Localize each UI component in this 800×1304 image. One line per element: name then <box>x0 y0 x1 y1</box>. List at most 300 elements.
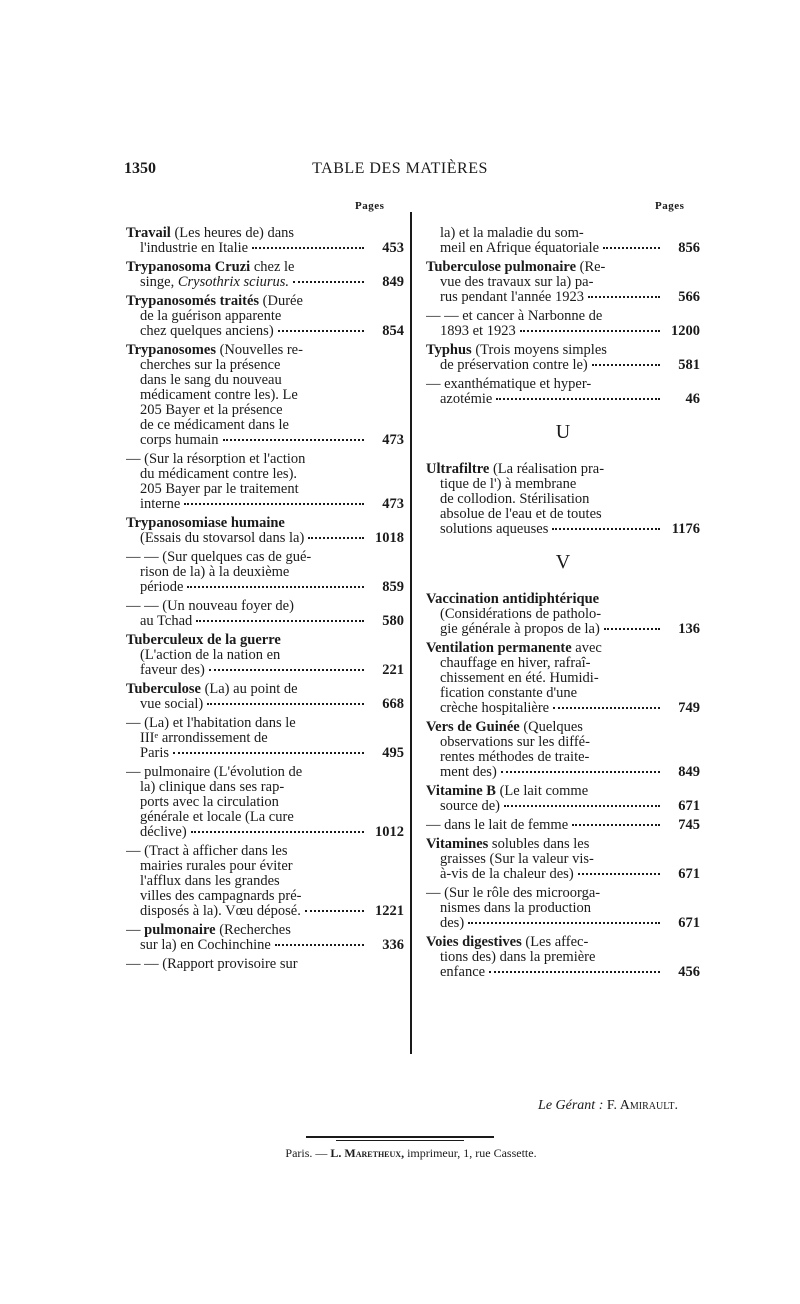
index-entry <box>126 923 404 953</box>
entry-line <box>426 735 700 750</box>
index-entry <box>426 462 700 537</box>
entry-text <box>140 874 280 889</box>
entry-text <box>140 388 298 403</box>
entry-text-part: interne <box>140 497 181 512</box>
dot-leader <box>520 329 660 332</box>
dot-leader <box>308 536 364 539</box>
entry-text-part: chauffage en hiver, rafraî- <box>440 656 591 671</box>
entry-text-part: tions des) dans la première <box>440 950 596 965</box>
dot-leader <box>196 619 364 622</box>
entry-line <box>126 580 404 595</box>
entry-text <box>440 241 599 256</box>
entry-text <box>126 682 298 697</box>
dot-leader <box>489 970 660 973</box>
entry-text-part: fication constante d'une <box>440 686 578 701</box>
dot-leader <box>184 502 364 505</box>
entry-line <box>426 799 700 814</box>
index-entry <box>126 957 404 972</box>
dot-leader <box>207 702 364 705</box>
entry-text <box>140 403 283 418</box>
page-ref: 136 <box>678 621 700 637</box>
entry-text-part: sur la) en Cochinchine <box>140 938 271 953</box>
entry-text-part: corps humain <box>140 433 219 448</box>
entry-text <box>140 938 271 953</box>
entry-text <box>140 531 304 546</box>
dot-leader <box>578 872 660 875</box>
index-entry <box>426 837 700 882</box>
entry-line <box>126 516 404 531</box>
entry-text <box>140 731 268 746</box>
entry-line <box>426 641 700 656</box>
entry-text <box>440 507 602 522</box>
entry-text-part: de préservation contre le) <box>440 358 588 373</box>
entry-text <box>140 241 248 256</box>
entry-text-part: (Trois moyens simples <box>471 343 607 358</box>
entry-text <box>426 343 607 358</box>
entry-line <box>126 844 404 859</box>
entry-keyword: Vitamines <box>426 837 489 852</box>
entry-text-part: (La) au point de <box>200 682 298 697</box>
entry-text-part: ports avec la circulation <box>140 795 279 810</box>
page-ref: 456 <box>678 964 700 980</box>
entry-text <box>126 226 294 241</box>
entry-text <box>126 957 298 972</box>
entry-text-part: rison de la) à la deuxième <box>140 565 290 580</box>
entry-line <box>126 682 404 697</box>
entry-line <box>126 497 404 512</box>
page-ref: 671 <box>678 798 700 814</box>
entry-text-part: disposés à la). Vœu déposé. <box>140 904 301 919</box>
index-entry <box>126 226 404 256</box>
footer-rule <box>306 1136 494 1138</box>
entry-text <box>440 950 595 965</box>
entry-text-part: chez le <box>250 260 295 275</box>
index-entry <box>126 260 404 290</box>
entry-line <box>426 324 700 339</box>
page-ref: 1012 <box>375 824 404 840</box>
entry-text-part: crèche hospitalière <box>440 701 550 716</box>
entry-text <box>140 825 187 840</box>
dot-leader <box>305 909 364 912</box>
entry-text <box>440 852 594 867</box>
page-ref: 566 <box>678 289 700 305</box>
entry-line <box>426 462 700 477</box>
entry-text-part: rus pendant l'année 1923 <box>440 290 584 305</box>
entry-text-part: chez quelques anciens) <box>140 324 274 339</box>
entry-text-part: (Considérations de patholo- <box>440 607 602 622</box>
entry-text <box>126 765 302 780</box>
entry-keyword: Typhus <box>426 343 472 358</box>
entry-text-part: mairies rurales pour éviter <box>140 859 293 874</box>
entry-text-part: (Essais du stovarsol dans la) <box>140 531 305 546</box>
entry-text <box>426 837 589 852</box>
dot-leader <box>275 943 364 946</box>
index-entry <box>126 765 404 840</box>
entry-text-part: enfance <box>440 965 486 980</box>
entry-line <box>426 522 700 537</box>
entry-line <box>126 294 404 309</box>
page-ref: 854 <box>382 323 404 339</box>
entry-text <box>126 844 287 859</box>
dot-leader <box>592 363 660 366</box>
entry-text <box>140 780 284 795</box>
entry-text-part: faveur des) <box>140 663 205 678</box>
entry-text <box>426 592 599 607</box>
entry-text <box>440 671 599 686</box>
page-number: 1350 <box>124 160 156 177</box>
entry-text <box>426 886 600 901</box>
entry-text <box>140 859 293 874</box>
entry-text <box>126 260 294 275</box>
entry-line <box>126 226 404 241</box>
index-entry <box>426 784 700 814</box>
entry-text-part: (Quelques <box>519 720 583 735</box>
dot-leader <box>572 823 660 826</box>
entry-line <box>426 492 700 507</box>
entry-text-part: période <box>140 580 184 595</box>
page-ref: 495 <box>382 745 404 761</box>
entry-keyword: Tuberculeux de la guerre <box>126 633 281 648</box>
entry-text-part: déclive) <box>140 825 187 840</box>
entry-keyword: Vaccination antidiphtérique <box>426 592 600 607</box>
entry-text <box>426 818 568 833</box>
entry-line <box>426 916 700 931</box>
entry-text-part: (Re- <box>576 260 606 275</box>
entry-line <box>126 388 404 403</box>
entry-line <box>126 324 404 339</box>
dot-leader <box>187 585 364 588</box>
dot-leader <box>191 830 364 833</box>
entry-line <box>126 275 404 290</box>
index-entry <box>426 226 700 256</box>
entry-text-part: vue des travaux sur la) pa- <box>440 275 594 290</box>
entry-line <box>426 622 700 637</box>
page-ref: 749 <box>678 700 700 716</box>
entry-line <box>426 750 700 765</box>
dot-leader <box>588 295 660 298</box>
entry-text <box>140 418 289 433</box>
dot-leader <box>252 246 364 249</box>
entry-text-part: — — (Rapport provisoire sur <box>126 957 298 972</box>
entry-line <box>126 957 404 972</box>
entry-keyword: Travail <box>126 226 171 241</box>
entry-text-part: du médicament contre les). <box>140 467 298 482</box>
entry-text-part: dans le sang du nouveau <box>140 373 282 388</box>
entry-text-part: — exanthématique et hyper- <box>426 377 592 392</box>
pages-column-label-left: Pages <box>355 200 385 212</box>
page-ref: 336 <box>382 937 404 953</box>
entry-text <box>140 697 203 712</box>
entry-line <box>426 935 700 950</box>
dot-leader <box>293 280 364 283</box>
entry-text-part: (Nouvelles re- <box>215 343 303 358</box>
dot-leader <box>278 329 364 332</box>
entry-text-part: meil en Afrique équatoriale <box>440 241 600 256</box>
entry-line <box>426 867 700 882</box>
entry-text-part: observations sur les diffé- <box>440 735 590 750</box>
entry-keyword: Tuberculose pulmonaire <box>426 260 576 275</box>
entry-line <box>426 965 700 980</box>
entry-text <box>440 477 576 492</box>
entry-text-part: générale et locale (La cure <box>140 810 294 825</box>
entry-keyword: Trypanosomiase humaine <box>126 516 285 531</box>
entry-text <box>126 923 291 938</box>
page-ref: 856 <box>678 240 700 256</box>
gerant-name: F. Amirault. <box>606 1098 678 1113</box>
entry-line <box>126 467 404 482</box>
entry-line <box>126 746 404 761</box>
dot-leader <box>209 668 364 671</box>
entry-text <box>440 656 591 671</box>
page-ref: 668 <box>382 696 404 712</box>
entry-text-part: IIIᵉ arrondissement de <box>140 731 268 746</box>
entry-text <box>426 260 605 275</box>
entry-line <box>126 697 404 712</box>
entry-text <box>140 358 281 373</box>
entry-text <box>440 901 591 916</box>
entry-text-part: azotémie <box>440 392 493 407</box>
entry-text <box>140 648 280 663</box>
entry-text-part: solutions aqueuses <box>440 522 549 537</box>
entry-line <box>426 950 700 965</box>
section-letter: V <box>555 551 571 573</box>
entry-text <box>140 467 297 482</box>
entry-line <box>126 614 404 629</box>
entry-line <box>126 565 404 580</box>
entry-text <box>126 716 296 731</box>
entry-line <box>426 686 700 701</box>
entry-line <box>426 720 700 735</box>
entry-text-part: la) clinique dans ses rap- <box>140 780 285 795</box>
entry-text <box>440 226 584 241</box>
entry-line <box>426 309 700 324</box>
entry-line <box>426 477 700 492</box>
entry-line <box>126 550 404 565</box>
entry-line <box>126 531 404 546</box>
entry-text <box>440 290 584 305</box>
entry-text <box>440 765 497 780</box>
entry-line <box>426 377 700 392</box>
dot-leader <box>553 706 660 709</box>
entry-line <box>126 403 404 418</box>
entry-text-part: — pulmonaire (L'évolution de <box>126 765 303 780</box>
entry-line <box>126 923 404 938</box>
entry-text-part: villes des campagnards pré- <box>140 889 302 904</box>
index-column-right <box>426 226 700 984</box>
entry-text <box>440 392 492 407</box>
entry-line <box>126 889 404 904</box>
entry-text-part: 1893 et 1923 <box>440 324 516 339</box>
entry-text-part: — — (Sur quelques cas de gué- <box>126 550 312 565</box>
entry-text <box>140 580 183 595</box>
entry-text <box>426 641 602 656</box>
entry-text <box>126 452 305 467</box>
entry-text-part: singe, <box>140 275 178 290</box>
entry-line <box>126 482 404 497</box>
entry-keyword: Trypanosoma Cruzi <box>126 260 251 275</box>
entry-line <box>126 260 404 275</box>
entry-text <box>440 965 485 980</box>
entry-line <box>126 418 404 433</box>
entry-line <box>126 825 404 840</box>
entry-text-part: — (Sur la résorption et l'action <box>126 452 306 467</box>
entry-line <box>426 818 700 833</box>
entry-line <box>126 859 404 874</box>
entry-text-part: tique de l') à membrane <box>440 477 577 492</box>
entry-text <box>140 904 301 919</box>
index-entry <box>426 260 700 305</box>
entry-keyword: Tuberculose <box>126 682 201 697</box>
pages-column-label-right: Pages <box>655 200 685 212</box>
entry-text-part: l'afflux dans les grandes <box>140 874 280 889</box>
index-entry <box>126 844 404 919</box>
page-ref: 1200 <box>671 323 700 339</box>
index-entry <box>426 818 700 833</box>
entry-line <box>126 731 404 746</box>
entry-line <box>126 309 404 324</box>
entry-line <box>126 633 404 648</box>
entry-text <box>126 343 303 358</box>
entry-line <box>126 241 404 256</box>
entry-line <box>426 241 700 256</box>
entry-text-part: de ce médicament dans le <box>140 418 289 433</box>
entry-text <box>426 309 602 324</box>
entry-keyword: Vers de Guinée <box>426 720 520 735</box>
entry-line <box>126 810 404 825</box>
entry-text-part: (Le lait comme <box>495 784 589 799</box>
entry-text <box>140 795 279 810</box>
page-ref: 473 <box>382 496 404 512</box>
page-ref: 745 <box>678 817 700 833</box>
entry-text-part: — — (Un nouveau foyer de) <box>126 599 294 614</box>
entry-keyword: Trypanosomes <box>126 343 216 358</box>
entry-text <box>140 482 299 497</box>
entry-text <box>140 373 282 388</box>
entry-text <box>126 599 294 614</box>
entry-text-part: rentes méthodes de traite- <box>440 750 590 765</box>
entry-text <box>140 663 205 678</box>
entry-text-part: — (Tract à afficher dans les <box>126 844 288 859</box>
entry-text <box>440 867 574 882</box>
section-letter: U <box>555 421 571 443</box>
page-header <box>124 160 676 184</box>
index-entry <box>126 550 404 595</box>
entry-line <box>426 275 700 290</box>
entry-line <box>426 765 700 780</box>
dot-leader <box>223 438 364 441</box>
running-head: TABLE DES MATIÈRES <box>312 160 488 177</box>
entry-text-part: graisses (Sur la valeur vis- <box>440 852 594 867</box>
entry-line <box>426 507 700 522</box>
entry-line <box>426 290 700 305</box>
dot-leader <box>552 527 660 530</box>
entry-text-part: — (La) et l'habitation dans le <box>126 716 296 731</box>
page-ref: 1176 <box>671 521 700 537</box>
entry-text-part: (Les heures de) dans <box>170 226 295 241</box>
printer-city: Paris. — <box>285 1146 328 1160</box>
entry-line <box>126 433 404 448</box>
index-entry <box>426 343 700 373</box>
index-entry <box>426 935 700 980</box>
entry-keyword: Trypanosomés traités <box>126 294 260 309</box>
page-ref: 1221 <box>375 903 404 919</box>
entry-text-part: médicament contre les). Le <box>140 388 298 403</box>
page-ref: 46 <box>685 391 700 407</box>
entry-line <box>426 701 700 716</box>
entry-text <box>440 607 601 622</box>
entry-text-part: de collodion. Stérilisation <box>440 492 590 507</box>
entry-text <box>140 889 301 904</box>
page-ref: 859 <box>382 579 404 595</box>
entry-text-part: source de) <box>440 799 500 814</box>
entry-line <box>126 795 404 810</box>
entry-text-part: vue social) <box>140 697 204 712</box>
entry-italic: Crysothrix sciurus. <box>177 275 290 290</box>
entry-text <box>426 720 583 735</box>
entry-text <box>426 377 591 392</box>
index-entry <box>426 886 700 931</box>
entry-text-part: chissement en été. Humidi- <box>440 671 599 686</box>
entry-text <box>126 294 303 309</box>
dot-leader <box>604 627 660 630</box>
entry-text <box>140 810 294 825</box>
entry-text <box>440 750 589 765</box>
entry-line <box>426 886 700 901</box>
entry-line <box>126 780 404 795</box>
column-divider <box>410 212 412 1054</box>
page-ref: 581 <box>678 357 700 373</box>
entry-text-part: nismes dans la production <box>440 901 592 916</box>
index-entry <box>426 641 700 716</box>
entry-line <box>426 852 700 867</box>
entry-text <box>140 275 289 290</box>
printer-name: L. Maretheux, <box>330 1146 405 1160</box>
index-entry <box>126 682 404 712</box>
page-ref: 1018 <box>375 530 404 546</box>
entry-text <box>440 324 516 339</box>
entry-text <box>440 701 549 716</box>
entry-text-part: gie générale à propos de la) <box>440 622 600 637</box>
entry-text <box>440 916 464 931</box>
entry-line <box>426 901 700 916</box>
entry-text <box>440 275 593 290</box>
entry-line <box>426 671 700 686</box>
entry-text-part: Paris <box>140 746 169 761</box>
entry-line <box>126 904 404 919</box>
entry-text-part: l'industrie en Italie <box>140 241 249 256</box>
entry-text <box>126 633 281 648</box>
entry-keyword: Vitamine B <box>426 784 496 799</box>
entry-text <box>140 614 192 629</box>
entry-line <box>126 373 404 388</box>
entry-text <box>440 735 590 750</box>
gerant-label: Le Gérant : <box>538 1098 604 1113</box>
entry-text-part: (Les affec- <box>521 935 589 950</box>
entry-text-part: — dans le lait de femme <box>426 818 569 833</box>
entry-text-part: — — et cancer à Narbonne de <box>426 309 603 324</box>
entry-line <box>426 607 700 622</box>
entry-text-part: — (Sur le rôle des microorga- <box>426 886 601 901</box>
entry-text <box>440 358 588 373</box>
index-entry <box>426 592 700 637</box>
index-entry <box>126 343 404 448</box>
index-entry <box>126 633 404 678</box>
page-ref: 671 <box>678 915 700 931</box>
entry-line <box>426 358 700 373</box>
entry-text-part: avec <box>571 641 602 656</box>
entry-text <box>426 462 604 477</box>
entry-text-rest: (Recherches <box>215 923 291 938</box>
